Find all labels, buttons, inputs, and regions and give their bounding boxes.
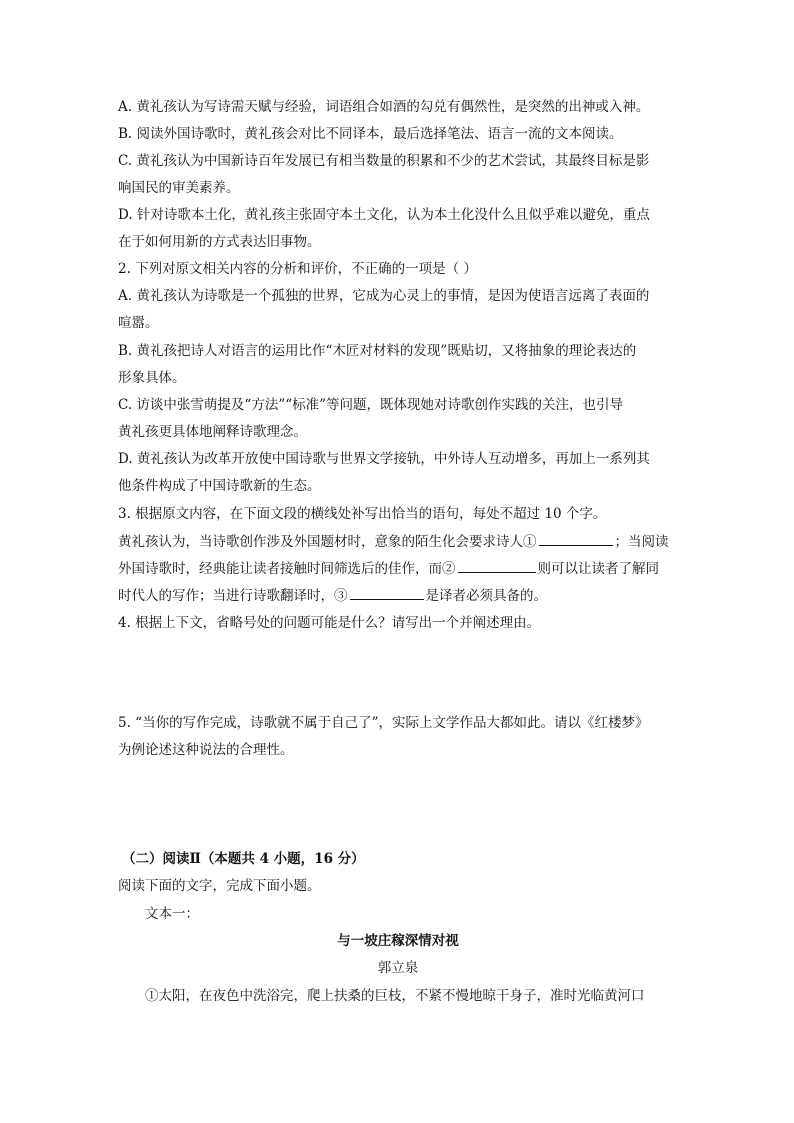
q2-option-c-line2: 黄礼孩更具体地阐释诗歌理念。 — [118, 424, 307, 440]
answer-blank-3[interactable] — [350, 585, 424, 600]
q4-stem: 4. 根据上下文，省略号处的问题可能是什么？请写出一个并阐述理由。 — [118, 615, 541, 631]
text-label: 文本一： — [145, 906, 199, 922]
article-author: 郭立泉 — [377, 960, 419, 976]
q3-text: 则可以让读者了解同 — [537, 561, 659, 577]
q2-option-b-line2: 形象具体。 — [118, 370, 186, 386]
q3-text: 时代人的写作；当进行诗歌翻译时，③ — [118, 588, 348, 604]
q5-line2: 为例论述这种说法的合理性。 — [118, 742, 294, 758]
article-paragraph-1: ①太阳，在夜色中洗浴完，爬上扶桑的巨枝，不紧不慢地晾干身子，准时光临黄河口 — [145, 988, 645, 1004]
q2-option-a-line2: 喧嚣。 — [118, 315, 159, 331]
q2-option-a-line1: A. 黄礼孩认为诗歌是一个孤独的世界，它成为心灵上的事情，是因为使语言远离了表面的 — [118, 288, 650, 304]
q5-line1: 5. “当你的写作完成，诗歌就不属于自己了”，实际上文学作品大都如此。请以《红楼梦》 — [118, 715, 649, 731]
answer-blank-2[interactable] — [458, 558, 536, 573]
answer-blank-1[interactable] — [539, 531, 613, 546]
q3-passage-line3 — [118, 585, 678, 606]
q1-option-c-line1: C. 黄礼孩认为中国新诗百年发展已有相当数量的积累和不少的艺术尝试，其最终目标是影 — [118, 153, 650, 169]
q1-option-d-line2: 在于如何用新的方式表达旧事物。 — [118, 234, 321, 250]
q1-option-d-line1: D. 针对诗歌本土化，黄礼孩主张固守本土文化，认为本土化没什么且似乎难以避免，重点 — [118, 207, 650, 223]
q2-option-d-line1: D. 黄礼孩认为改革开放使中国诗歌与世界文学接轨，中外诗人互动增多，再加上一系列其 — [118, 451, 650, 467]
q3-passage-line2 — [118, 558, 678, 579]
q3-passage-line1 — [118, 531, 678, 552]
q3-text: 外国诗歌时，经典能让读者接触时间筛选后的佳作，而② — [118, 561, 456, 577]
article-title: 与一坡庄稼深情对视 — [337, 933, 459, 949]
q2-option-c-line1: C. 访谈中张雪萌提及“方法”“标准”等问题，既体现她对诗歌创作实践的关注，也引导 — [118, 397, 624, 413]
q3-text: 黄礼孩认为，当诗歌创作涉及外国题材时，意象的陌生化会要求诗人① — [118, 534, 537, 550]
q2-option-d-line2: 他条件构成了中国诗歌新的生态。 — [118, 478, 321, 494]
q1-option-a: A. 黄礼孩认为写诗需天赋与经验，词语组合如酒的勾兑有偶然性，是突然的出神或入神。 — [118, 99, 650, 115]
q1-option-b: B. 阅读外国诗歌时，黄礼孩会对比不同译本，最后选择笔法、语言一流的文本阅读。 — [118, 126, 623, 142]
q2-option-b-line1: B. 黄礼孩把诗人对语言的运用比作“木匠对材料的发现”既贴切，又将抽象的理论表达的 — [118, 343, 637, 359]
section-instruction: 阅读下面的文字，完成下面小题。 — [118, 878, 321, 894]
q3-text: ；当阅读 — [614, 534, 669, 550]
q3-stem: 3. 根据原文内容，在下面文段的横线处补写出恰当的语句，每处不超过 10 个字。 — [118, 506, 607, 522]
q2-stem: 2. 下列对原文相关内容的分析和评价，不正确的一项是（ ） — [118, 261, 477, 277]
section-heading: （二）阅读Ⅱ（本题共 4 小题，16 分） — [122, 851, 365, 867]
q1-option-c-line2: 响国民的审美素养。 — [118, 180, 240, 196]
q3-text: 是译者必须具备的。 — [425, 588, 547, 604]
